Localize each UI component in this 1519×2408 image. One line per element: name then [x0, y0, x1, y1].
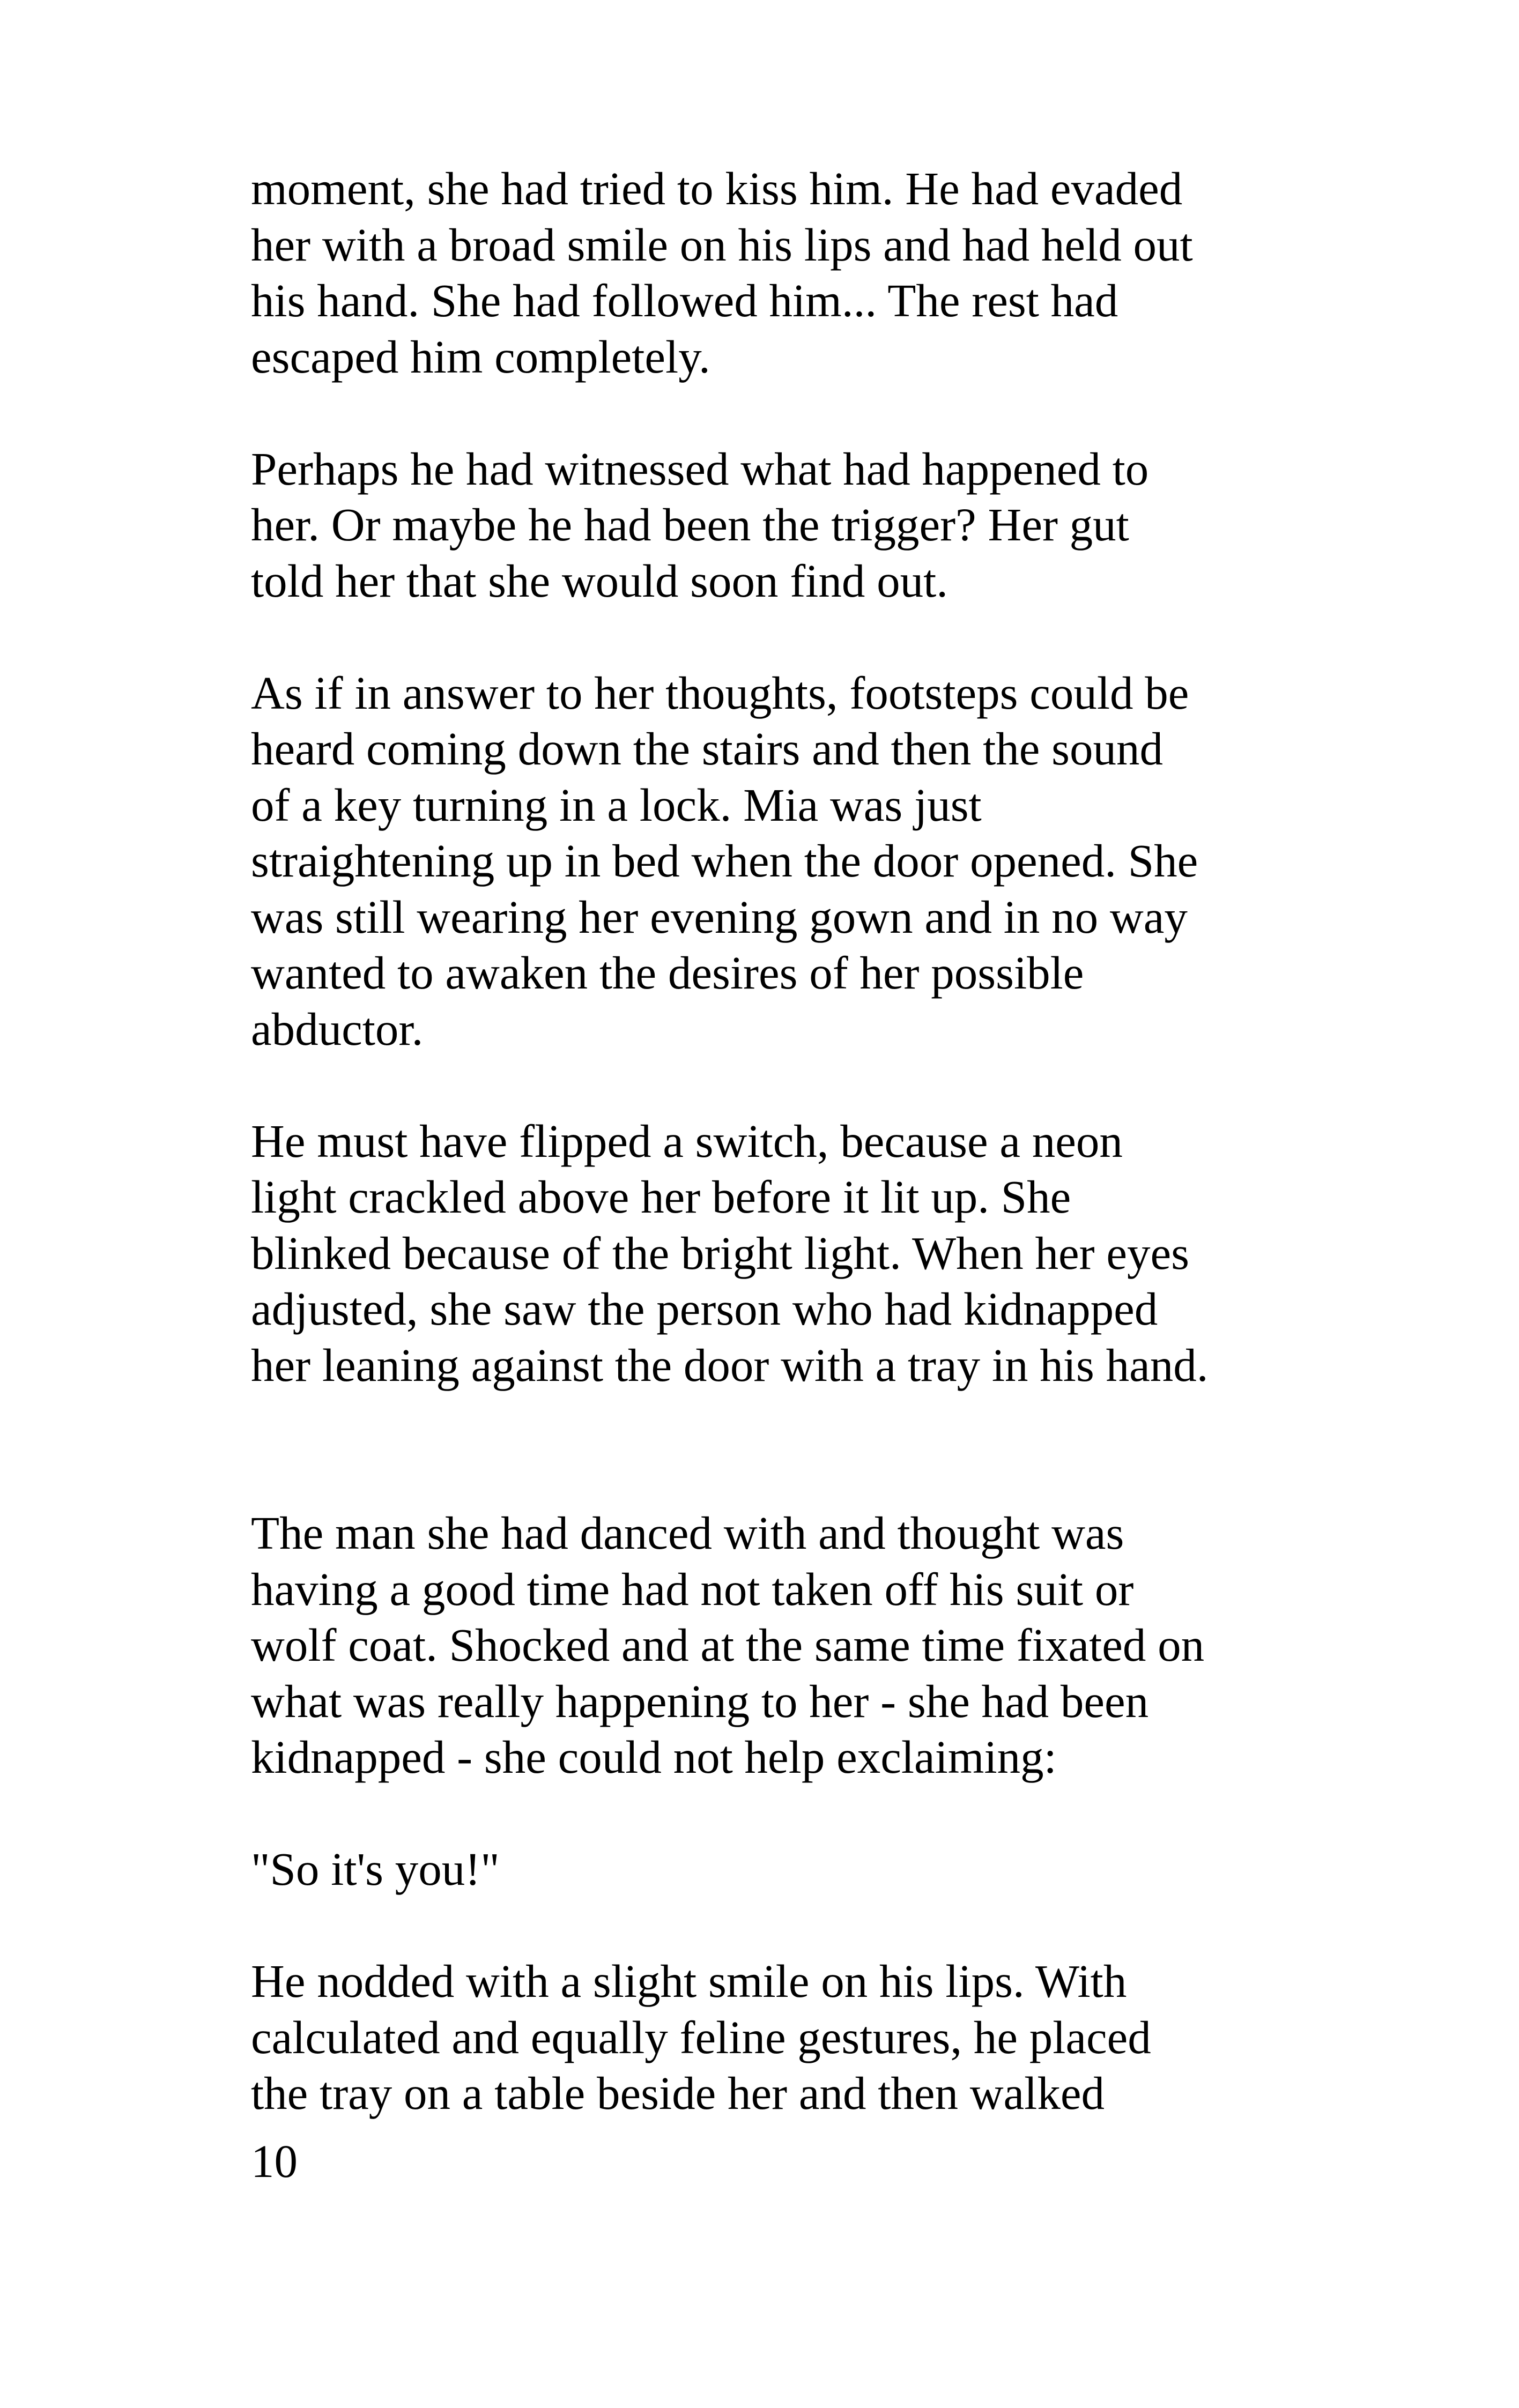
paragraph-gap: [251, 385, 1313, 441]
paragraph-gap: [251, 1393, 1313, 1505]
paragraph-1: moment, she had tried to kiss him. He had evaded her with a broad smile on his lips and had held out his hand. She had followed him... The rest had escaped him completely.: [251, 162, 1193, 383]
body-text: [251, 161, 1313, 2122]
paragraph-3: As if in answer to her thoughts, footsteps could be heard coming down the stairs and then the sound of a key turning in a lock. Mia was just straightening up in bed when the door opened. She was still wearing her evening gown and in no way wanted to awaken the desires of her possible abductor.: [251, 666, 1198, 1055]
paragraph-gap: [251, 1057, 1313, 1113]
paragraph-7: He nodded with a slight smile on his lips. With calculated and equally feline gestures, he placed the tray on a table beside her and then walked: [251, 1955, 1151, 2119]
paragraph-6: "So it's you!": [251, 1843, 500, 1895]
paragraph-gap: [251, 1786, 1313, 1842]
paragraph-2: Perhaps he had witnessed what had happened to her. Or maybe he had been the trigger? Her gut told her that she would soon find out.: [251, 442, 1149, 607]
paragraph-gap: [251, 1898, 1313, 1954]
paragraph-4: He must have flipped a switch, because a neon light crackled above her before it lit up. She blinked because of the bright light. When her eyes adjusted, she saw the person who had kidnapped her leaning against the door with a tray in his hand.: [251, 1114, 1209, 1391]
paragraph-gap: [251, 609, 1313, 665]
paragraph-5: The man she had danced with and thought was having a good time had not taken off his suit or wolf coat. Shocked and at the same time fixated on what was really happening to her - she had been kidnapped - she could not help exclaiming:: [251, 1507, 1205, 1783]
page-number: 10: [251, 2135, 298, 2187]
